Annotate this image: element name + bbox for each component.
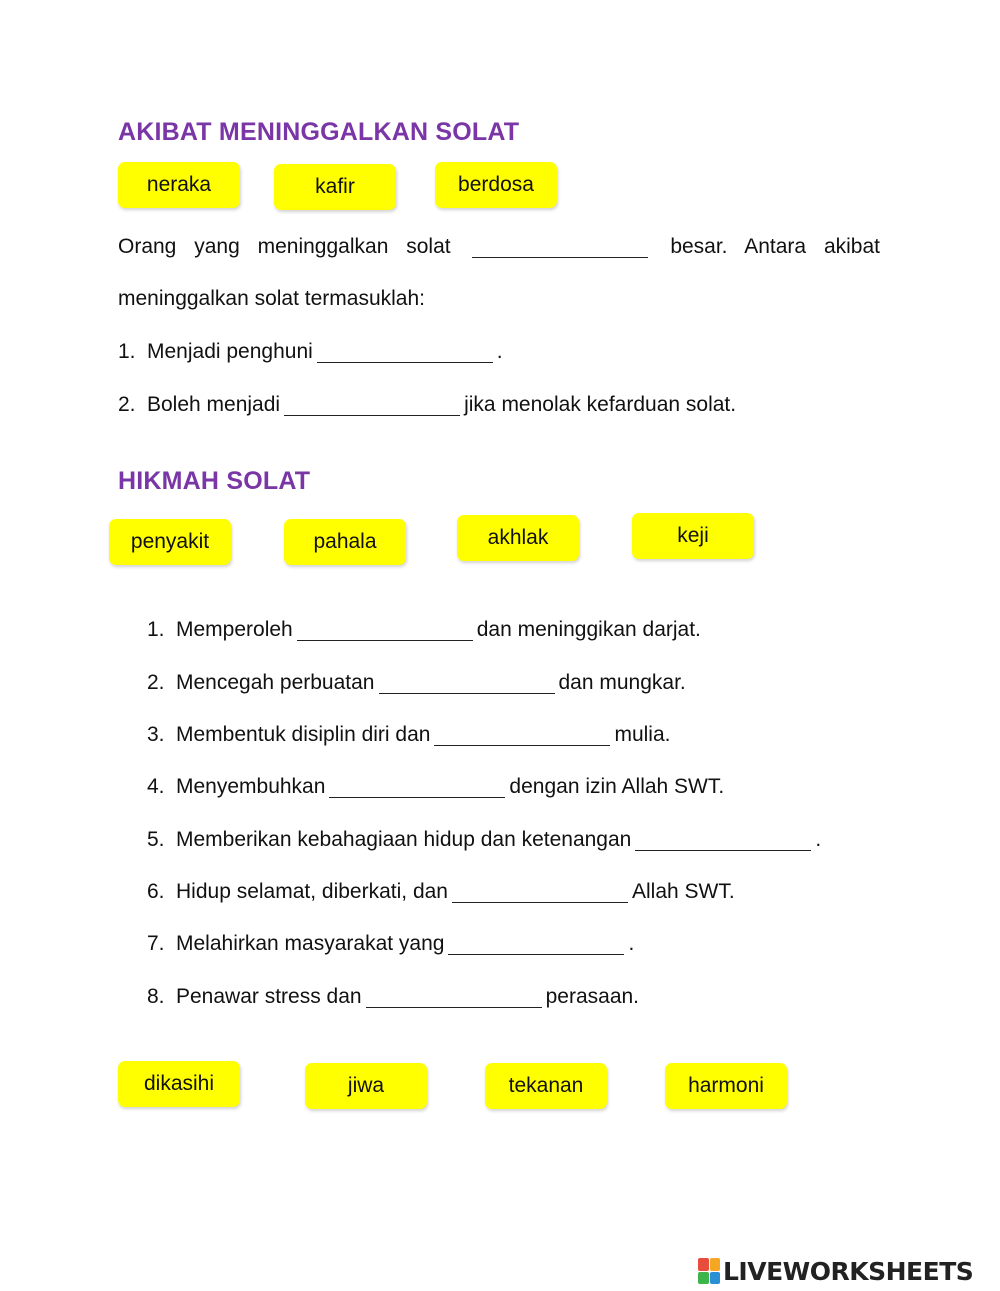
answer-blank-s1-intro[interactable] (472, 237, 648, 258)
word-chip-jiwa[interactable]: jiwa (305, 1063, 427, 1109)
word-chip-keji[interactable]: keji (632, 513, 754, 559)
akibat-paragraph (118, 221, 880, 325)
hikmah-item-1 (147, 618, 701, 642)
item-number: 4. (147, 775, 165, 798)
hikmah-item-6 (147, 880, 735, 904)
item-text-before: Menjadi penghuni (147, 340, 313, 363)
answer-blank-s2-2[interactable] (379, 673, 555, 694)
word-chip-neraka[interactable]: neraka (118, 162, 240, 208)
item-text-before: Penawar stress dan (176, 985, 362, 1008)
item-text-after: . (628, 932, 635, 955)
item-number: 8. (147, 985, 165, 1008)
item-text-after: mulia. (614, 723, 671, 746)
item-text-after: jika menolak kefarduan solat. (464, 393, 737, 416)
paragraph-text-after: besar. Antara akibat meninggalkan solat termasuklah: (118, 235, 880, 310)
answer-blank-s2-5[interactable] (635, 830, 811, 851)
item-text-before: Melahirkan masyarakat yang (176, 932, 445, 955)
item-number: 1. (118, 340, 136, 363)
item-text-after: dan mungkar. (558, 671, 686, 694)
item-text-before: Hidup selamat, diberkati, dan (176, 880, 448, 903)
word-chip-kafir[interactable]: kafir (274, 164, 396, 210)
answer-blank-s2-7[interactable] (448, 934, 624, 955)
word-chip-akhlak[interactable]: akhlak (457, 515, 579, 561)
hikmah-item-8 (147, 985, 639, 1009)
item-text-before: Memberikan kebahagiaan hidup dan ketenangan (176, 828, 632, 851)
item-number: 6. (147, 880, 165, 903)
item-number: 5. (147, 828, 165, 851)
hikmah-item-3 (147, 723, 671, 747)
word-chip-pahala[interactable]: pahala (284, 519, 406, 565)
item-text-before: Mencegah perbuatan (176, 671, 375, 694)
item-text-after: . (815, 828, 822, 851)
hikmah-item-2 (147, 671, 686, 695)
answer-blank-s2-3[interactable] (434, 725, 610, 746)
item-text-before: Membentuk disiplin diri dan (176, 723, 431, 746)
item-text-after: perasaan. (545, 985, 640, 1008)
answer-blank-s2-1[interactable] (297, 620, 473, 641)
hikmah-item-7 (147, 932, 634, 956)
word-chip-tekanan[interactable]: tekanan (485, 1063, 607, 1109)
answer-blank-s2-8[interactable] (366, 987, 542, 1008)
akibat-item-1 (118, 340, 503, 364)
item-text-before: Memperoleh (176, 618, 293, 641)
item-text-before: Boleh menjadi (147, 393, 281, 416)
answer-blank-s2-4[interactable] (329, 777, 505, 798)
item-text-after: Allah SWT. (632, 880, 735, 903)
item-number: 7. (147, 932, 165, 955)
item-text-after: . (496, 340, 503, 363)
section-title-hikmah: HIKMAH SOLAT (118, 467, 311, 495)
section-title-akibat: AKIBAT MENINGGALKAN SOLAT (118, 118, 520, 146)
hikmah-item-5 (147, 828, 821, 852)
hikmah-item-4 (147, 775, 724, 799)
logo-text: LIVEWORKSHEETS (723, 1256, 974, 1286)
word-chip-dikasihi[interactable]: dikasihi (118, 1061, 240, 1107)
liveworksheets-logo[interactable] (698, 1254, 973, 1288)
item-text-after: dengan izin Allah SWT. (509, 775, 725, 798)
akibat-item-2 (118, 393, 736, 417)
paragraph-text-before: Orang yang meninggalkan solat (118, 235, 451, 258)
word-chip-berdosa[interactable]: berdosa (435, 162, 557, 208)
item-number: 1. (147, 618, 165, 641)
answer-blank-s1-1[interactable] (317, 342, 493, 363)
item-number: 2. (147, 671, 165, 694)
item-text-before: Menyembuhkan (176, 775, 326, 798)
item-text-after: dan meninggikan darjat. (476, 618, 701, 641)
word-chip-penyakit[interactable]: penyakit (109, 519, 231, 565)
liveworksheets-logo-icon (698, 1258, 720, 1284)
word-chip-harmoni[interactable]: harmoni (665, 1063, 787, 1109)
answer-blank-s1-2[interactable] (284, 395, 460, 416)
item-number: 3. (147, 723, 165, 746)
answer-blank-s2-6[interactable] (452, 882, 628, 903)
item-number: 2. (118, 393, 136, 416)
